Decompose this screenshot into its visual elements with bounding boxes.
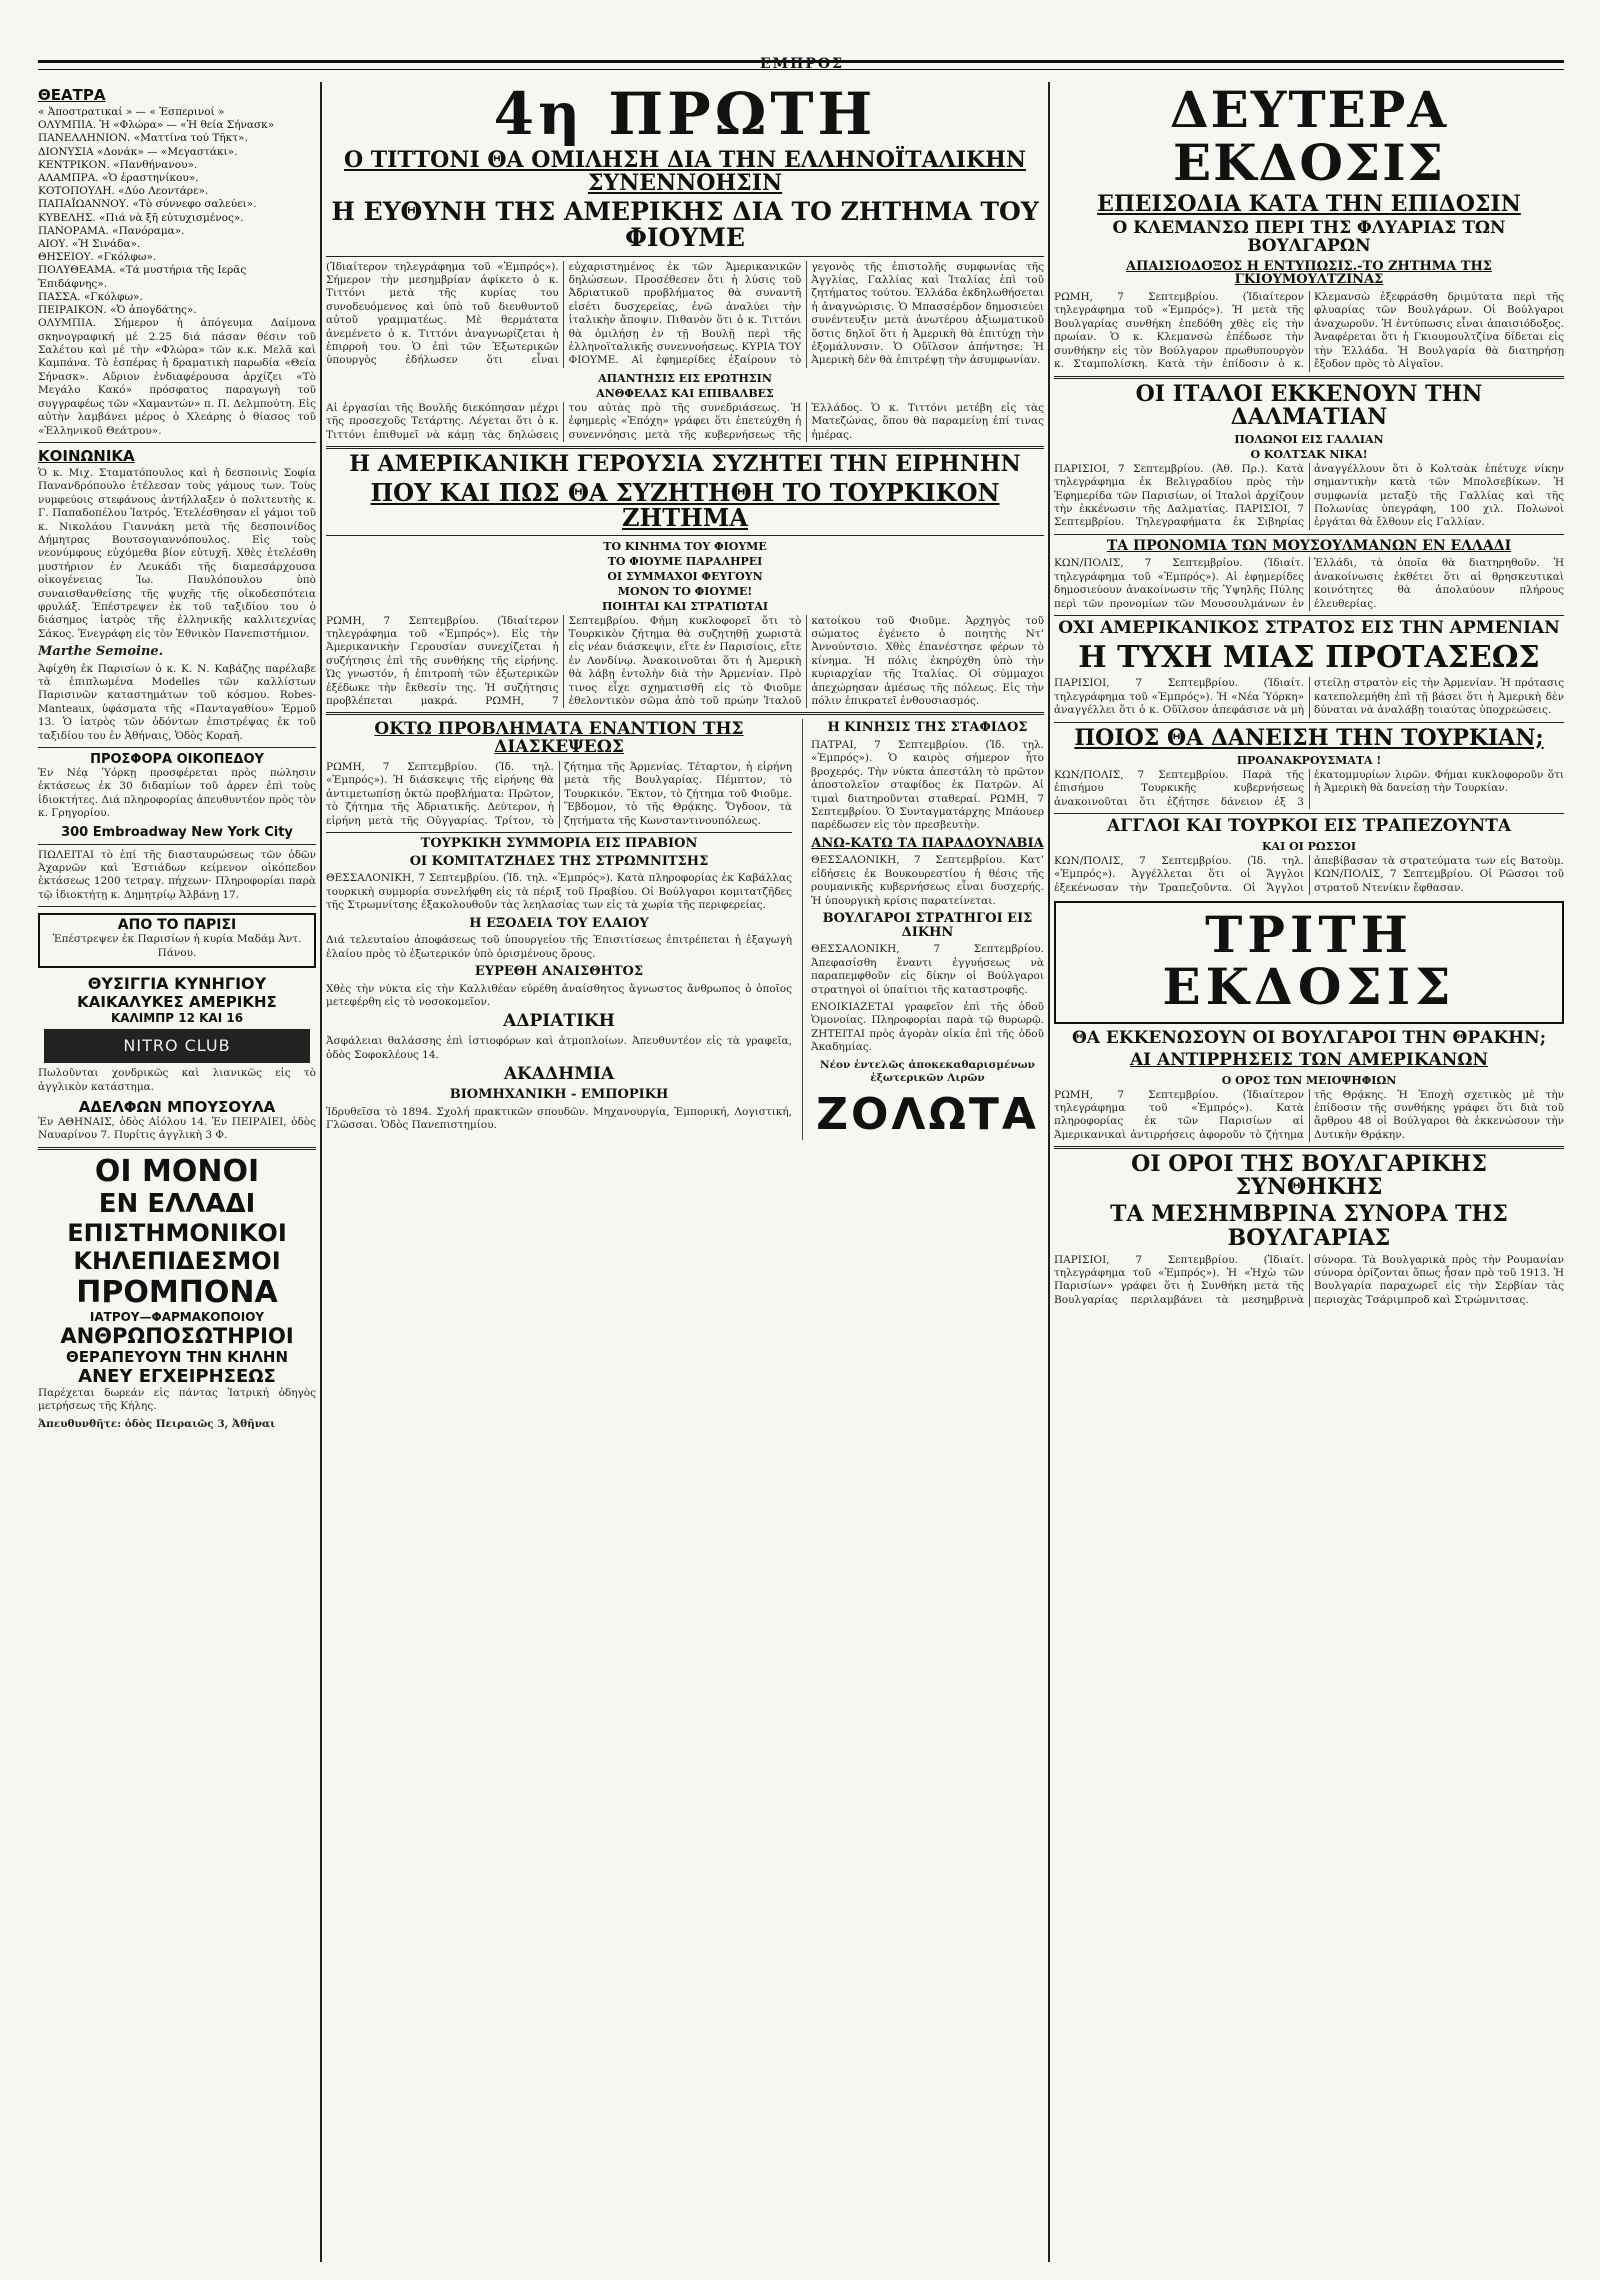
advert-heading: ΠΡΟΣΦΟΡΑ ΟΙΚΟΠΕΔΟΥ [90, 752, 264, 768]
subheading: ΚΑΙ ΟΙ ΡΩΣΣΟΙ [1262, 839, 1356, 853]
headline: ΑΝΩ-ΚΑΤΩ ΤΑ ΠΑΡΑΔΟΥΝΑΒΙΑ [811, 835, 1044, 851]
paris-heading: ΑΠΟ ΤΟ ΠΑΡΙΣΙ [117, 917, 237, 934]
article-body: Διά τελευταίου ἀποφάσεως τοῦ ὑπουργείου τῆς Ἐπισιτίσεως ἐπιτρέπεται ἡ ἐξαγωγὴ ἐλαίου πρὸς τὸ ἐξωτερικόν ὑπὸ ὁρισμένους ὅρους. [326, 934, 792, 960]
theatre-line: ΠΟΛΥΘΕΑΜΑ. «Τά μυστήρια τῆς Ιερᾶς Ἐπιδάφνης». [38, 264, 247, 290]
theatre-list [38, 106, 316, 317]
column-left [38, 82, 316, 2262]
headline: ΠΟΥ ΚΑΙ ΠΩΣ ΘΑ ΣΥΖΗΤΗΘΗ ΤΟ ΤΟΥΡΚΙΚΟΝ ΖΗΤΗΜΑ [370, 478, 1000, 533]
article-body: ΠΑΤΡΑΙ, 7 Σεπτεμβρίου. (Ἰδ. τηλ. «Ἐμπρός»). Ὁ καιρὸς σήμερον ἦτο βροχερός. Τὴν νύκτα ἀπεστάλη τὸ πρῶτον ἀποστολεῖον σταφίδος ἐκ Πατρῶν. Αἱ τιμαὶ διατηροῦνται σταθεραί. ΡΩΜΗ, 7 Σεπτεμβρίου. Ὁ Συνταγματάρχης Μπάουερ παρέδωσεν εἰς τὸν πρεσβευτὴν. [811, 739, 1044, 832]
theatre-line: ΑΙΟΥ. «Ἡ Σινάδα». [38, 238, 141, 251]
subheading: ΑΠΑΝΤΗΣΙΣ ΕΙΣ ΕΡΩΤΗΣΙΝ [598, 371, 772, 385]
subheading: ΑΝΘΦΕΛΑΣ ΚΑΙ ΕΠΙΒΑΛΒΕΣ [596, 386, 774, 400]
gold-body: Νέον ἐντελῶς ἀποκεκαθαρισμένων ἐξωτερικῶν Λιρῶν [820, 1058, 1035, 1085]
divider [326, 535, 1044, 536]
paris-box [38, 913, 316, 968]
article-body: ΡΩΜΗ, 7 Σεπτεμβρίου. (Ἰδιαίτερον τηλεγράφημα τοῦ «Ἐμπρός»). Εἰς τὴν Ἀμερικανικὴν Γερουσίαν συνεχίζεται ἡ συζήτησις ἐπὶ τῆς συνθήκης τῆς εἰρήνης. Ὡς γνωστόν, ἡ ἐπιτροπὴ τῶν ἐξωτερικῶν ἐξέδωκε τὴν ἔκθεσίν της. Ἡ συζήτησις προβλέπεται μακρά. ΡΩΜΗ, 7 Σεπτεμβρίου. Φήμη κυκλοφορεῖ ὅτι τὸ Τουρκικὸν ζήτημα θὰ συζητηθῇ χωριστὰ εἰς νέαν διάσκεψιν, εἴτε ἐν Παρισίοις, εἴτε ἐν Λονδίνῳ. Ἀνακοινοῦται ὅτι ἡ Ἀμερικὴ θὰ λάβῃ ἐντολὴν διὰ τὴν Ἀρμενίαν. Πρὸ τινος εἶχε σχηματισθῆ εἰς τὸ Φιοῦμε ἐθελοντικὸν σῶμα ἀπὸ τοῦ πρώην Ἰταλοῦ κατοίκου τοῦ Φιοῦμε. Ἀρχηγὸς τοῦ σώματος ἐγένετο ὁ ποιητὴς Ντ’ Ἀννούντσιο. Χθὲς ἐπανέστησε φέρων τὸ κίνημα. Ἡ πόλις ἐκηρύχθη ὑπὸ τὴν κυριαρχίαν τῆς Ἰταλίας. Οἱ σύμμαχοι ἀπεχώρησαν ἀμέσως τῆς πόλεως. Εἰς τὴν πόλιν ἐπικρατεῖ ἐνθουσιασμός. [326, 614, 1044, 707]
club-body: Πωλοῦνται χονδρικῶς καὶ λιανικῶς εἰς τὸ ἀγγλικὸν κατάστημα. [38, 1067, 316, 1093]
cure-heading: ΘΕΡΑΠΕΥΟΥΝ ΤΗΝ ΚΗΛΗΝ [65, 1347, 289, 1366]
headline: Η ΕΥΘΥΝΗ ΤΗΣ ΑΜΕΡΙΚΗΣ ΔΙΑ ΤΟ ΖΗΤΗΜΑ ΤΟΥ ΦΙΟΥΜΕ [331, 197, 1039, 253]
prompona-sub: ΙΑΤΡΟΥ—ΦΑΡΜΑΚΟΠΟΙΟΥ [89, 1309, 265, 1324]
headline: Ο ΤΙΤΤΟΝΙ ΘΑ ΟΜΙΛΗΣΗ ΔΙΑ ΤΗΝ ΕΛΛΗΝΟΪΤΑΛΙΚΗΝ ΣΥΝΕΝΝΟΗΣΙΝ [343, 146, 1027, 196]
lower-row [326, 719, 1044, 1140]
headline: Ο ΚΛΕΜΑΝΣΩ ΠΕΡΙ ΤΗΣ ΦΛΥΑΡΙΑΣ ΤΩΝ ΒΟΥΛΓΑΡΩΝ [1112, 218, 1506, 256]
edition-heading: ΤΡΙΤΗ ΕΚΔΟΣΙΣ [1162, 904, 1456, 1017]
notice-body: ΠΩΛΕΙΤΑΙ τὸ ἐπί τῆς διασταυρώσεως τῶν ὁδῶν Ἀχαρνῶν καὶ Ἐστιάδων κείμενον οἰκόπεδον ἐκτάσεως 1200 τετραγ. πήχεων· Πληροφορίαι παρὰ τῷ ἰδιοκτήτῃ κ. Δημητρίῳ Ἀλβάνῃ 17. [38, 848, 316, 901]
headline: ΟΚΤΩ ΠΡΟΒΛΗΜΑΤΑ ΕΝΑΝΤΙΟΝ ΤΗΣ ΔΙΑΣΚΕΨΕΩΣ [374, 719, 744, 758]
headline: Η ΑΜΕΡΙΚΑΝΙΚΗ ΓΕΡΟΥΣΙΑ ΣΥΖΗΤΕΙ ΤΗΝ ΕΙΡΗΝΗΝ [349, 451, 1021, 478]
headline: ΑΚΑΔΗΜΙΑ [503, 1064, 615, 1085]
theatre-body: ΟΛΥΜΠΙΑ. Σήμερον ἡ ἀπόγευμα Δαίμονα σκηνογραφική μέ 2.25 διά πάσαν θέσιν τοῦ Σαλέτου καὶ μέ τὴν «Φλώρα» τῶν κ.κ. Μελᾶ καὶ Καμπάνα. Τὸ ἑσπέρας ἡ δραματικὴ παρωδία «Θεία Σήνασκ». Αὔριον ἐνδιαφέρουσα ἀρχίζει «Τὸ Μεγάλο Κακό» πρόσφατος παραγωγὴ τοῦ συγγραφέως τῶν «Χαμαντών» π. Π. Δελμπούτη. Εἰς αὐτὴν λαμβάνει μέρος ὁ Χλεάρης ὁ θίασος τοῦ «Ἑλληνικοῦ Θεάτρου». [38, 317, 316, 437]
theatre-heading: ΘΕΑΤΡΑ [38, 86, 106, 104]
third-edition-box [1054, 901, 1564, 1024]
theatre-line: ΠΕΙΡΑΙΚΟΝ. «Ὁ ἀπογδάτης». [38, 304, 197, 317]
nitro-club-image: NITRO CLUB [44, 1029, 310, 1063]
divider [38, 1147, 316, 1150]
article-body: ΠΑΡΙΣΙΟΙ, 7 Σεπτεμβρίου. (Ἀθ. Πρ.). Κατὰ τηλεγράφημα ἐκ Βελιγραδίου πρὸς τὴν Ἐφημερίδα τῶν Παρισίων, οἱ Ἰταλοὶ ἀρχίζουν τὴν ἐκκένωσιν τῆς Δαλματίας. ΠΑΡΙΣΙΟΙ, 7 Σεπτεμβρίου. Τηλεγραφήματα ἐκ Σιβηρίας ἀναγγέλλουν ὅτι ὁ Κολτσὰκ ἐπέτυχε νίκην σημαντικὴν κατὰ τῶν Μπολσεβίκων. Ἡ συμφωνία μεταξὺ τῆς Γαλλίας καὶ τῆς Πολωνίας ὑπεγράφη, 100 χιλ. Πολωνοὶ ἐργάται θὰ ἔλθουν εἰς Γαλλίαν. [1054, 462, 1564, 529]
headline: ΒΟΥΛΓΑΡΟΙ ΣΤΡΑΤΗΓΟΙ ΕΙΣ ΔΙΚΗΝ [822, 911, 1033, 940]
subheading: ΑΠΑΙΣΙΟΔΟΞΟΣ Η ΕΝΤΥΠΩΣΙΣ.-ΤΟ ΖΗΤΗΜΑ ΤΗΣ ΓΚΙΟΥΜΟΥΛΤΖΙΝΑΣ [1126, 258, 1492, 288]
edition-heading: 4η ΠΡΩΤΗ [493, 82, 877, 148]
divider [1054, 376, 1564, 379]
noop-heading: ΑΝΕΥ ΕΓΧΕΙΡΗΣΕΩΣ [78, 1365, 276, 1387]
science-heading: ΕΠΙΣΤΗΜΟΝΙΚΟΙ [67, 1218, 287, 1247]
theatre-line: ΘΗΣΕΙΟΥ. «Γκόλφω». [38, 251, 157, 264]
headline: ΟΧΙ ΑΜΕΡΙΚΑΝΙΚΟΣ ΣΤΡΑΤΟΣ ΕΙΣ ΤΗΝ ΑΡΜΕΝΙΑΝ [1058, 618, 1560, 639]
theatre-line: ΠΑΣΣΑ. «Γκόλφω». [38, 290, 143, 303]
article-body: ΚΩΝ/ΠΟΛΙΣ, 7 Σεπτεμβρίου. (Ἰδ. τηλ. «Ἐμπρός»). Ἀγγέλλεται ὅτι οἱ Ἄγγλοι ἐξεκένωσαν τὴν Τραπεζοῦντα. Οἱ Ἄγγλοι ἀπεβίβασαν τὰ στρατεύματα των εἰς Βατοὺμ. ΚΩΝ/ΠΟΛΙΣ, 7 Σεπτεμβρίου. Οἱ Ρῶσσοι τοῦ στρατοῦ Ντενίκιν ἔφθασαν. [1054, 854, 1564, 894]
headline: ΟΙ ΟΡΟΙ ΤΗΣ ΒΟΥΛΓΑΡΙΚΗΣ ΣΥΝΘΗΚΗΣ [1131, 1151, 1487, 1201]
masthead-mark: ΕΜΠΡΟΣ [760, 56, 845, 72]
headline: ΑΙ ΑΝΤΙΡΡΗΣΕΙΣ ΤΩΝ ΑΜΕΡΙΚΑΝΩΝ [1129, 1049, 1488, 1070]
social-heading: ΚΟΙΝΩΝΙΚΑ [38, 446, 135, 465]
divider [38, 442, 316, 443]
fashion-body: Ἀφίχθη ἐκ Παρισίων ὁ κ. Κ. Ν. Καβάζης παρέλαβε τὰ ἐπιπλωμένα Modelles τῶν καλλίστων Παρισινῶν καταστημάτων τοῦ κόσμου. Robes-Manteaux, ὑφάσματα τῆς «Πανταγαθίου» Ἑρμοῦ 13. Ὁ ἰατρὸς τῶν ὀδόντων ἐπιστρέψας ἐκ τοῦ ταξιδίου του ἐν Ἀθήναις, Ὁδὸς Κοραῆ. [38, 662, 316, 742]
article-body: Αἱ ἐργασίαι τῆς Βουλῆς διεκόπησαν μέχρι τῆς προσεχοῦς Τετάρτης. Λέγεται ὅτι ὁ κ. Τιττόνι ἐπιθυμεῖ νὰ κάμῃ τὰς δηλώσεις του αὐτὰς πρὸ τῆς συνεδριάσεως. Ἡ ἐφημερὶς «Ἐπόχη» γράφει ὅτι ἐπετεύχθη ἡ συνεννόησις μετὰ τῆς κυβερνήσεως τῆς Ἑλλάδος. Ὁ κ. Τιττόνι μετέβη εἰς τὰς Ματεζώνας, ὅπου θὰ παραμείνῃ ἐπί τινας ἡμέρας. [326, 401, 1044, 441]
only-heading: ΟΙ ΜΟΝΟΙ [94, 1153, 260, 1189]
theatre-line: ΚΥΒΕΛΗΣ. «Πιά νὰ ξῆ εὐτυχισμένος». [38, 211, 244, 224]
article-body: (Ἰδιαίτερον τηλεγράφημα τοῦ «Ἐμπρός»). Σήμερον τὴν μεσημβρίαν ἀφίκετο ὁ κ. Τιττόνι μετὰ τῆς κυρίας του συνοδευόμενος καὶ ὑπὸ τοῦ διευθυντοῦ αὐτοῦ γραμματέως. Μὲ θερμάτατα ἀνεμένετο ὁ κ. Τιττόνι ἀναγνωρίζεται ἡ ἐπιρροὴ του. Ὁ ἐπὶ τῶν Ἐξωτερικῶν ὑπουργὸς ἐδήλωσεν ὅτι εἶναι εὐχαριστημένος ἐκ τῶν Ἀμερικανικῶν δηλώσεων. Προσέθεσεν ὅτι ἡ λύσις τοῦ Ἀδριατικοῦ προβλήματος θὰ συναντῆ εἰσέτι δυσχερείας, ἐνῶ ἀναλύει τὴν ἰταλικὴν ἄποψιν. Πιθανὸν ὅτι ὁ κ. Τιττόνι θὰ ὁμιλήσῃ ἐν τῇ Βουλῇ περὶ τῆς ἑλληνοϊταλικῆς συνεννοήσεως. ΚΥΡΙΑ ΤΟΥ ΦΙΟΥΜΕ. Αἱ ἐφημερίδες ἐξαίρουν τὸ γεγονὸς τῆς ἐπιστολῆς συμφωνίας τῆς Ἀγγλίας, Γαλλίας καὶ Ἰταλίας ἐπὶ τοῦ ζητήματος τούτου. Ἑλλάδα ἐκδηλωθήσεται ἡ ἀναγνώρισις. Ὁ Μπασσέρδον δημοσιεύει συνέντευξιν μετὰ ἀνωτέρου ἀξιωματικοῦ ὅστις δηλοῖ ὅτι ἡ Ἀμερικὴ θὰ ἐπιτύχῃ τὴν ἐξομάλυνσιν. Ὁ Οὔϊλσον ἀπήντησε: Ἡ Ἀμερικὴ δὲν θὰ ἐπιτρέψῃ τὴν ἀσυμφωνίαν. [326, 260, 1044, 367]
divider [1054, 615, 1564, 616]
headline: Η ΤΥΧΗ ΜΙΑΣ ΠΡΟΤΑΣΕΩΣ [1078, 639, 1540, 675]
subheading: ΠΡΟΑΝΑΚΡΟΥΣΜΑΤΑ ! [1236, 753, 1382, 767]
theatre-line: ΚΕΝΤΡΙΚΟΝ. «Πανθήνανου». [38, 158, 198, 171]
hunting-sub: ΚΑΙΚΑΛΥΚΕΣ ΑΜΕΡΙΚΗΣ [77, 993, 277, 1012]
divider [1054, 1146, 1564, 1149]
prompona-address: Ἀπευθυνθῆτε: ὁδὸς Πειραιῶς 3, Ἀθῆναι [38, 1417, 276, 1430]
column-center [326, 82, 1044, 1140]
small-ads: ΕΝΟΙΚΙΑΖΕΤΑΙ γραφεῖον ἐπὶ τῆς ὁδοῦ Ὁμονοίας. Πληροφορίαι παρὰ τῷ θυρωρῷ. ΖΗΤΕΙΤΑΙ πρὸς ἀγορὰν οἰκία ἐπὶ τῆς ὁδοῦ Ἀκαδημίας. [811, 1001, 1044, 1054]
divider [326, 832, 792, 833]
divider [38, 747, 316, 748]
belts-heading: ΚΗΛΕΠΙΔΕΣΜΟΙ [73, 1246, 281, 1275]
headline: ΑΔΡΙΑΤΙΚΗ [503, 1011, 615, 1032]
subheading: ΒΙΟΜΗΧΑΝΙΚΗ - ΕΜΠΟΡΙΚΗ [449, 1086, 669, 1102]
headline: ΟΙ ΙΤΑΛΟΙ ΕΚΚΕΝΟΥΝ ΤΗΝ ΔΑΛΜΑΤΙΑΝ [1135, 380, 1483, 430]
advert-body: Ἐν Νέᾳ Ὑόρκῃ προσφέρεται πρὸς πώλησιν ἐκτάσεως ἐκ 30 διδαμίων τοῦ ἀρρεν ἐπὶ τοὺς ἰδιοκτήτες. Διά πληροφορίας ἀπευθυντέον πρὸς τὸν κ. Γρηγορίου. [38, 767, 316, 820]
lower-left [326, 719, 792, 1140]
article-body: ΘΕΣΣΑΛΟΝΙΚΗ, 7 Σεπτεμβρίου. Κατ’ εἰδήσεις ἐκ Βουκουρεστίου ἡ θέσις τῆς ρουμανικῆς κυβερνήσεως εἶναι δυσχερής. Ἡ ὑπουργικὴ κρίσις παρατείνεται. [811, 854, 1044, 907]
headline: ΕΥΡΕΘΗ ΑΝΑΙΣΘΗΤΟΣ [474, 964, 644, 980]
prompona-heading: ΠΡΟΜΠΟΝΑ [76, 1274, 278, 1310]
article-body: Χθὲς τὴν νύκτα εἰς τὴν Καλλιθέαν εὑρέθη ἀναίσθητος ἄγνωστος ἄνθρωπος ὁ ὁποῖος μετεφέρθη εἰς τὸ νοσοκομεῖον. [326, 982, 792, 1009]
subheading: ΟΙ ΣΥΜΜΑΧΟΙ ΦΕΥΓΟΥΝ [607, 569, 763, 583]
lower-right [802, 719, 1044, 1140]
headline: ΑΓΓΛΟΙ ΚΑΙ ΤΟΥΡΚΟΙ ΕΙΣ ΤΡΑΠΕΖΟΥΝΤΑ [1106, 815, 1512, 836]
theatre-line: ΠΑΝΕΛΛΗΝΙΟΝ. «Ματτίνα τού Τῆκτ». [38, 132, 248, 145]
headline: Η ΕΞΟΔΕΙΑ ΤΟΥ ΕΛΑΙΟΥ [469, 915, 649, 931]
subheading: Ο ΚΟΛΤΣΑΚ ΝΙΚΑ! [1250, 447, 1368, 461]
divider [326, 712, 1044, 715]
column-right [1054, 82, 1564, 1311]
divider [326, 256, 1044, 257]
article-body: ΚΩΝ/ΠΟΛΙΣ, 7 Σεπτεμβρίου. Παρὰ τῆς ἐπισήμου Τουρκικῆς κυβερνήσεως ἀνακοινοῦται ὅτι ἐζήτησε δάνειον ἐξ 3 ἑκατομμυρίων λιρῶν. Φήμαι κυκλοφοροῦν ὅτι ἡ Ἀμερικὴ θὰ δανείσῃ τὴν Τουρκίαν. [1054, 768, 1564, 808]
theatre-line: « Ἀποστρατικαί » — « Ἑσπερινοί » [38, 106, 225, 118]
divider [38, 844, 316, 845]
subheading: ΤΟ ΚΙΝΗΜΑ ΤΟΥ ΦΙΟΥΜΕ [603, 539, 767, 553]
divider [326, 446, 1044, 449]
social-body: Ὁ κ. Μιχ. Σταματόπουλος καὶ ἡ δεσποινὶς Σοφία Πανανδρόπουλο ἑτέλεσαν τοὺς γάμους των. Τοὺς νυμφεύοις στεφάνους ἀντήλλαξεν ὁ πολιτευτὴς κ. Γ. Παπαδοπέλου Ἰατρός. Ἐτελέσθησαν εἰ γάμοι τοῦ κ. Νικολάου Γιαννάκη μετὰ τῆς δεσποινίδος Δήμητρας Βουτσογιαννόπουλος. Εἰς τοὺς νεονύμφους εὐχόμεθα βίον εὐτυχῆ. Χθὲς ἐτελέσθη μυστήριον ἐν Λευκάδι τῆς διαμεσάρχουσα οἰκογένειας Ἰω. Παυλόπουλου ὑπὸ συναισθανθείσης τῆς ψυχῆς τῆς οἰκοδεσπότεια φρυλάξ. Ἐπέστρεψεν ἐκ τοῦ ταξιδίου του ὁ διάσημος ἰατρὸς τῆς ἐλληνικῆς καλλιτεχνίας Σάκος. Ἐνεγράφη εἰς τὸν Ἑθνικὸν Πανεπιστήμιον. [38, 466, 316, 640]
article-body: ΡΩΜΗ, 7 Σεπτεμβρίου. (Ἰδιαίτερον τηλεγράφημα τοῦ «Ἐμπρός»). Ἡ μετὰ τῆς Βουλγαρίας συνθήκη ἐπεδόθη χθὲς εἰς τὴν πρωίαν. Ὁ κ. Κλεμανσὼ ἐπέδωσε τὴν συνθήκην εἰς τὸν Βούλγαρον πρωθυπουργὸν κ. Σταμπολίσκη. Κατὰ τὴν ἐπίδοσιν ὁ κ. Κλεμανσὼ ἐξεφράσθη δριμύτατα περὶ τῆς φλυαρίας τῶν Βουλγάρων. Οἱ Βούλγαροι ἀναχωροῦν. Ἡ ἐντύπωσις εἶναι ἀπαισιόδοξος. Ἀναφέρεται ὅτι ἡ Γκιουμουλτζίνα δίδεται εἰς τὴν Ἑλλάδα. Ἡ Βουλγαρία θὰ διατηρήσῃ ἔξοδον πρὸς τὸ Αἰγαῖον. [1054, 291, 1564, 371]
theatre-line: ΑΛΑΜΠΡΑ. «Ὁ ἐραστηνίκου». [38, 172, 199, 185]
theatre-line: ΠΑΠΑΪΩΑΝΝΟΥ. «Τὸ σύννεφο σαλεύει». [38, 198, 257, 211]
headline: ΠΟΙΟΣ ΘΑ ΔΑΝΕΙΣΗ ΤΗΝ ΤΟΥΡΚΙΑΝ; [1074, 724, 1544, 751]
column-rule [320, 82, 322, 2262]
advert-address: 300 Embroadway New York City [61, 824, 293, 840]
article-body: ΚΩΝ/ΠΟΛΙΣ, 7 Σεπτεμβρίου. (Ἰδιαίτ. τηλεγράφημα τοῦ «Ἐμπρός»). Αἱ ἐφημερίδες δημοσιεύουν ἀνακοίνωσιν τῆς Ὑψηλῆς Πύλης περὶ τῶν προνομίων τῶν Μουσουλμάνων ἐν Ἑλλάδι, τὰ ὁποῖα θὰ διατηρηθοῦν. Ἡ ἀνακοίνωσις ἐκθέτει ὅτι αἱ θρησκευτικαὶ κοινότητες θὰ ἀπολαύουν πλήρους ἐλευθερίας. [1054, 557, 1564, 610]
theatre-line: ΔΙΟΝΥΣΙΑ «Δονάκ» — «Μεγαστάκι». [38, 145, 238, 158]
fashion-line: Marthe Semoine. [38, 644, 164, 660]
divider [38, 906, 316, 907]
subheading: ΤΟ ΦΙΟΥΜΕ ΠΑΡΑΛΗΡΕΙ [607, 554, 763, 568]
subheading: ΠΟΙΗΤΑΙ ΚΑΙ ΣΤΡΑΤΙΩΤΑΙ [601, 599, 769, 613]
theatre-line: ΟΛΥΜΠΙΑ. Ἡ «Φλώρα» — «Ἡ θεία Σήνασκ» [38, 119, 275, 132]
subheading: ΠΟΛΩΝΟΙ ΕΙΣ ΓΑΛΛΙΑΝ [1234, 432, 1384, 446]
headline: Η ΚΙΝΗΣΙΣ ΤΗΣ ΣΤΑΦΙΔΟΣ [827, 720, 1028, 736]
article-body: Ἱδρυθεῖσα τὸ 1894. Σχολή πρακτικῶν σπουδῶν. Μηχανουργία, Ἐμπορική, Λογιστική, Γλῶσσαι. Ὁδὸς Πανεπιστημίου. [326, 1105, 792, 1132]
article-body: ΘΕΣΣΑΛΟΝΙΚΗ, 7 Σεπτεμβρίου. (Ἰδ. τηλ. «Ἐμπρός»). Κατὰ πληροφορίας ἐκ Καβάλλας τουρκικὴ συμμορία συνελήφθη εἰς τὰ πέριξ τοῦ Πραβίου. Οἱ Βούλγαροι κομιτατζῆδες τῆς Στρωμνίτσης ἐξακολουθοῦν τὰς λεηλασίας των εἰς τὰ χωρία τῆς περιφερείας. [326, 872, 792, 912]
article-body: ΠΑΡΙΣΙΟΙ, 7 Σεπτεμβρίου. (Ἰδιαίτ. τηλεγράφημα τοῦ «Ἐμπρός»). Ἡ «Ἠχὼ τῶν Παρισίων» γράφει ὅτι ἡ Συνθήκη μετὰ τῆς Βουλγαρίας περιλαμβάνει τὰ μεσημβρινὰ σύνορα. Τὰ Βουλγαρικὰ πρὸς τὴν Ρουμανίαν σύνορα ὁρίζονται ὅπως ἦσαν πρὸ τοῦ 1913. Ἡ Βουλγαρία παραχωρεῖ εἰς τὴν Σερβίαν τὰς περιοχὰς Τσάριμπροδ καὶ Στρώμνιτσας. [1054, 1253, 1564, 1306]
noop-body: Παρέχεται δωρεάν εἰς πάντας Ἰατρική ὁδηγὸς μετρήσεως τῆς Κήλης. [38, 1386, 316, 1413]
theatre-line: ΠΑΝΟΡΑΜΑ. «Πανόραμα». [38, 224, 185, 237]
theatre-line: ΚΟΤΟΠΟΥΛΗ. «Δύο Λεοντάρε». [38, 185, 209, 198]
divider [1054, 813, 1564, 814]
subheading: Ο ΟΡΟΣ ΤΩΝ ΜΕΙΟΨΗΦΙΩΝ [1221, 1073, 1397, 1087]
gold-heading: ΖΟΛΩΤΑ [816, 1089, 1039, 1141]
ortho-heading: ΑΝΘΡΩΠΟΣΩΤΗΡΙΟΙ [60, 1323, 294, 1348]
subheading: ΟΙ ΚΟΜΙΤΑΤΖΗΔΕΣ ΤΗΣ ΣΤΡΩΜΝΙΤΣΗΣ [409, 853, 709, 869]
subheading: ΜΟΝΟΝ ΤΟ ΦΙΟΥΜΕ! [617, 584, 753, 598]
article-body: Ἀσφάλειαι θαλάσσης ἐπὶ ἰστιοφόρων καὶ ἀτμοπλοίων. Ἀπευθυντέον εἰς τὰ γραφεῖα, ὁδὸς Σοφοκλέους 14. [326, 1035, 792, 1061]
headline: ΤΑ ΜΕΣΗΜΒΡΙΝΑ ΣΥΝΟΡΑ ΤΗΣ ΒΟΥΛΓΑΡΙΑΣ [1110, 1201, 1508, 1251]
paris-body: Ἐπέστρεψεν ἐκ Παρισίων ἡ κυρία Μαδάμ Ἀντ. Πάνου. [52, 933, 302, 959]
headline: ΤΑ ΠΡΟΝΟΜΙΑ ΤΩΝ ΜΟΥΣΟΥΛΜΑΝΩΝ ΕΝ ΕΛΛΑΔΙ [1106, 537, 1512, 554]
article-body: ΡΩΜΗ, 7 Σεπτεμβρίου. (Ἰδ. τηλ. «Ἐμπρός»). Ἡ διάσκεψις τῆς εἰρήνης θὰ ἀντιμετωπίσῃ ὀκτὼ προβλήματα: Πρῶτον, τὸ ζήτημα τῆς Ἀδριατικῆς. Δεύτερον, ἡ εἰρήνη μετὰ τῆς Οὐγγαρίας. Τρίτον, τὸ ζήτημα τῆς Ἀρμενίας. Τέταρτον, ἡ εἰρήνη μετὰ τῆς Βουλγαρίας. Πέμπτον, τὸ Τουρκικόν. Ἕκτον, τὸ ζήτημα τοῦ Φιοῦμε. Ἕβδομον, τὸ τῆς Θρᾴκης. Ὄγδοον, τὰ ζητήματα τῆς Κωνσταντινουπόλεως. [326, 761, 792, 827]
headline: ΤΟΥΡΚΙΚΗ ΣΥΜΜΟΡΙΑ ΕΙΣ ΠΡΑΒΙΟΝ [420, 836, 698, 852]
brothers-body: Ἐν ΑΘΗΝΑΙΣ, ὁδὸς Αἰόλου 14. Ἐν ΠΕΙΡΑΙΕΙ, ὁδὸς Ναυαρίνου 7. Πυρίτις ἀγγλικὴ 3 Φ. [38, 1115, 316, 1142]
only-sub: ΕΝ ΕΛΛΑΔΙ [98, 1188, 256, 1219]
brothers-heading: ΑΔΕΛΦΩΝ ΜΠΟΥΣΟΥΛΑ [78, 1097, 276, 1116]
hunting-calibre: ΚΑΛΙΜΠΡ 12 ΚΑΙ 16 [110, 1011, 244, 1026]
article-body: ΡΩΜΗ, 7 Σεπτεμβρίου. (Ἰδιαίτερον τηλεγράφημα τοῦ «Ἐμπρός»). Κατὰ πληροφορίας ἐκ τῶν Παρισίων αἱ Ἀμερικανικαὶ ἀντιρρήσεις ἀφοροῦν τὸ ζήτημα τῆς Θρᾴκης. Ἡ Ἐποχὴ σχετικὸς μὲ τὴν ἐπίδοσιν τῆς συνθήκης γράφει ὅτι διὰ τοῦ ἄρθρου 48 οἱ Βούλγαροι θὰ ἐκκενώσουν τὴν Δυτικὴν Θρᾴκην. [1054, 1088, 1564, 1141]
column-rule [1048, 82, 1050, 2262]
divider [1054, 722, 1564, 723]
hunting-heading: ΘΥΣΙΓΓΙΑ ΚΥΝΗΓΙΟΥ [87, 974, 267, 994]
article-body: ΘΕΣΣΑΛΟΝΙΚΗ, 7 Σεπτεμβρίου. Ἀπεφασίσθη ἔναντι ἐγγυήσεως νὰ παραπεμφθοῦν εἰς δίκην οἱ Βούλγαροι στρατηγοὶ οἱ ὑπαίτιοι τῆς καταστροφῆς. [811, 943, 1044, 996]
article-body: ΠΑΡΙΣΙΟΙ, 7 Σεπτεμβρίου. (Ἰδιαίτ. τηλεγράφημα τοῦ «Ἐμπρός»). Ἡ «Νέα Ὑόρκη» ἀναγγέλλει ὅτι ὁ κ. Οὔϊλσον ἀπεφάσισε νὰ μὴ στείλῃ στρατὸν εἰς τὴν Ἀρμενίαν. Ἡ πρότασις κατεπολεμήθη ἐπὶ τῇ βάσει ὅτι ἡ Ἀμερικὴ δὲν δύναται νὰ ἀναλάβῃ τοιαύτας ὑποχρεώσεις. [1054, 677, 1564, 717]
divider [1054, 534, 1564, 535]
edition-heading: ΔΕΥΤΕΡΑ ΕΚΔΟΣΙΣ [1169, 82, 1449, 192]
headline: ΘΑ ΕΚΚΕΝΩΣΟΥΝ ΟΙ ΒΟΥΛΓΑΡΟΙ ΤΗΝ ΘΡΑΚΗΝ; [1072, 1027, 1546, 1048]
headline: ΕΠΕΙΣΟΔΙΑ ΚΑΤΑ ΤΗΝ ΕΠΙΔΟΣΙΝ [1097, 191, 1521, 217]
